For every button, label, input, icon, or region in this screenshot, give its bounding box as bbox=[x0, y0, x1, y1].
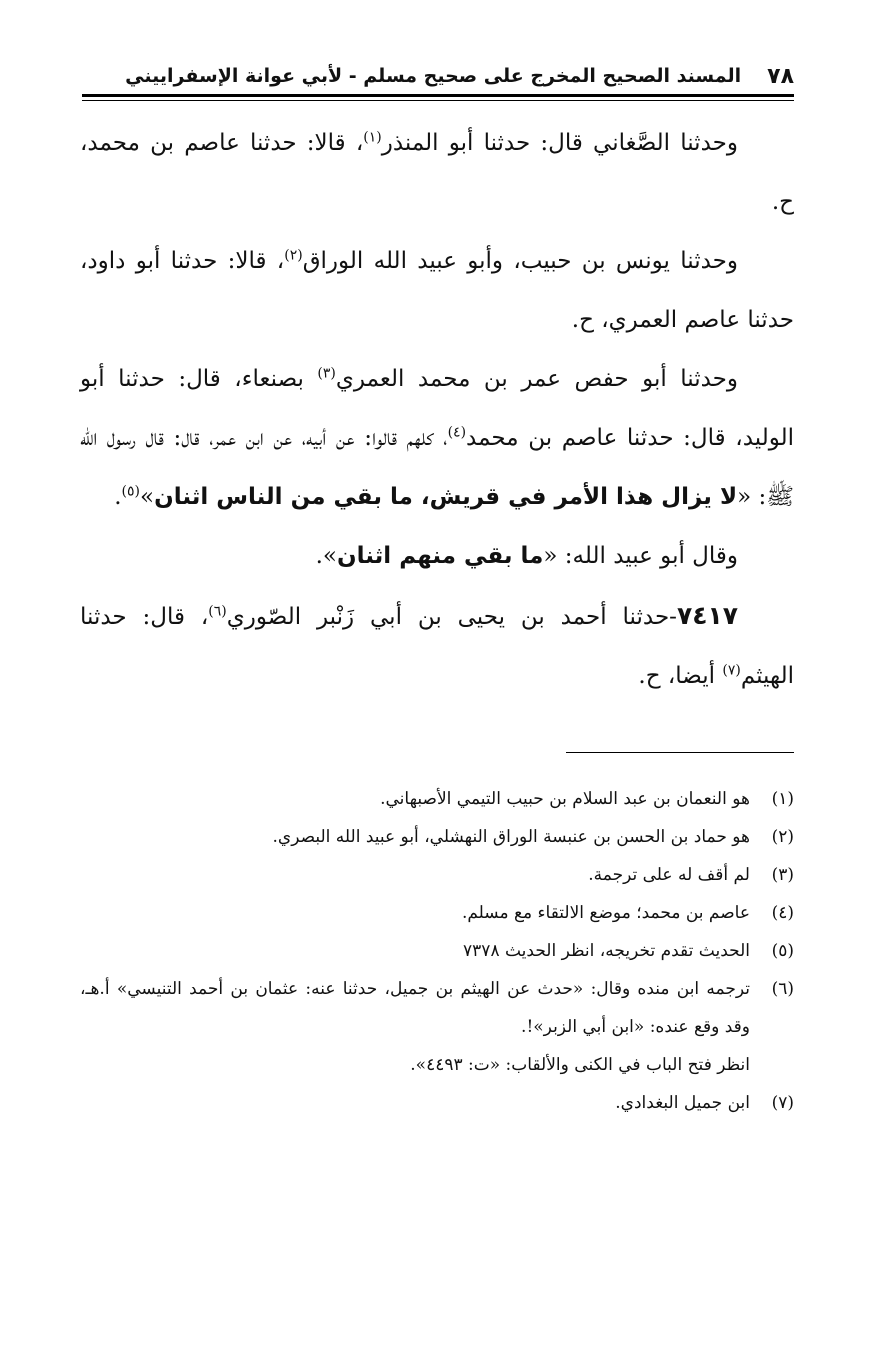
paragraph-2: وحدثنا يونس بن حبيب، وأبو عبيد الله الوراق$^{(٢)}$، قالا: حدثنا أبو داود، حدثنا عاصم العمري، ح. bbox=[80, 247, 794, 333]
footnote-4: (٤) عاصم بن محمد؛ موضع الالتقاء مع مسلم. bbox=[461, 903, 794, 923]
paragraph-5: ٧٤١٧-حدثنا أحمد بن يحيى بن أبي زَنْبر الصّوري$^{(٦)}$، قال: حدثنا الهيثم$^{(٧)}$ أيضا، ح. bbox=[80, 601, 794, 689]
footnote-separator bbox=[566, 752, 794, 753]
hadith-number: ٧٤١٧ bbox=[676, 601, 738, 630]
footnote-1: (١) هو النعمان بن عبد السلام بن حبيب التيمي الأصبهاني. bbox=[380, 789, 794, 809]
footnote-7: (٧) ابن جميل البغدادي. bbox=[615, 1093, 794, 1113]
quoted-text: ما بقي منهم اثنان bbox=[337, 543, 544, 569]
paragraph-3: وحدثنا أبو حفص عمر بن محمد العمري$^{(٣)}$ بصنعاء، قال: حدثنا أبو الوليد، قال: حدثنا عاصم بن محمد$^{(٤)}$، كلهم قالوا: عن أبيه، عن ابن عمر، قال: قال رسول الله ﷺ: «لا يزال هذا الأمر في قريش، ما بقي من الناس اثنان»$^{(٥)}$. bbox=[80, 365, 794, 510]
header-rule-thick bbox=[82, 94, 794, 97]
footnote-ref: (٢) bbox=[284, 247, 303, 264]
footnote-3: (٣) لم أقف له على ترجمة. bbox=[588, 865, 794, 885]
page-number: ٧٨ bbox=[767, 63, 794, 89]
running-title: المسند الصحيح المخرج على صحيح مسلم - لأبي عوانة الإسفراييني bbox=[125, 65, 742, 87]
footnote-ref: (٦) bbox=[208, 603, 227, 620]
footnote-6: (٦) ترجمه ابن منده وقال: «حدث عن الهيثم بن جميل، حدثنا عنه: عثمان بن أحمد التنيسي» أ.هـ، وقد وقع عنده: «ابن أبي الزبر»!. bbox=[80, 979, 794, 1037]
footnote-ref: (٣) bbox=[317, 365, 336, 382]
page-header bbox=[82, 58, 794, 94]
footnote-2: (٢) هو حماد بن الحسن بن عنبسة الوراق النهشلي، أبو عبيد الله البصري. bbox=[272, 827, 794, 847]
footnote-ref: (٧) bbox=[722, 662, 741, 679]
footnote-ref: (١) bbox=[363, 129, 382, 146]
footnotes bbox=[80, 780, 794, 1122]
hadith-text: لا يزال هذا الأمر في قريش، ما بقي من الناس اثنان bbox=[154, 484, 738, 510]
footnote-6-continuation: انظر فتح الباب في الكنى والألقاب: «ت: ٤٤٩٣». bbox=[410, 1055, 750, 1075]
paragraph-1: وحدثنا الصَّغاني قال: حدثنا أبو المنذر$^{(١)}$، قالا: حدثنا عاصم بن محمد، ح. bbox=[80, 129, 794, 215]
footnote-ref: (٤) bbox=[447, 424, 467, 441]
paragraph-4: وقال أبو عبيد الله: «ما بقي منهم اثنان». bbox=[315, 543, 738, 569]
footnote-ref: (٥) bbox=[121, 483, 141, 500]
footnote-5: (٥) الحديث تقدم تخريجه، انظر الحديث ٧٣٧٨ bbox=[463, 941, 794, 961]
main-text bbox=[80, 114, 794, 706]
header-rule-thin bbox=[82, 100, 794, 101]
